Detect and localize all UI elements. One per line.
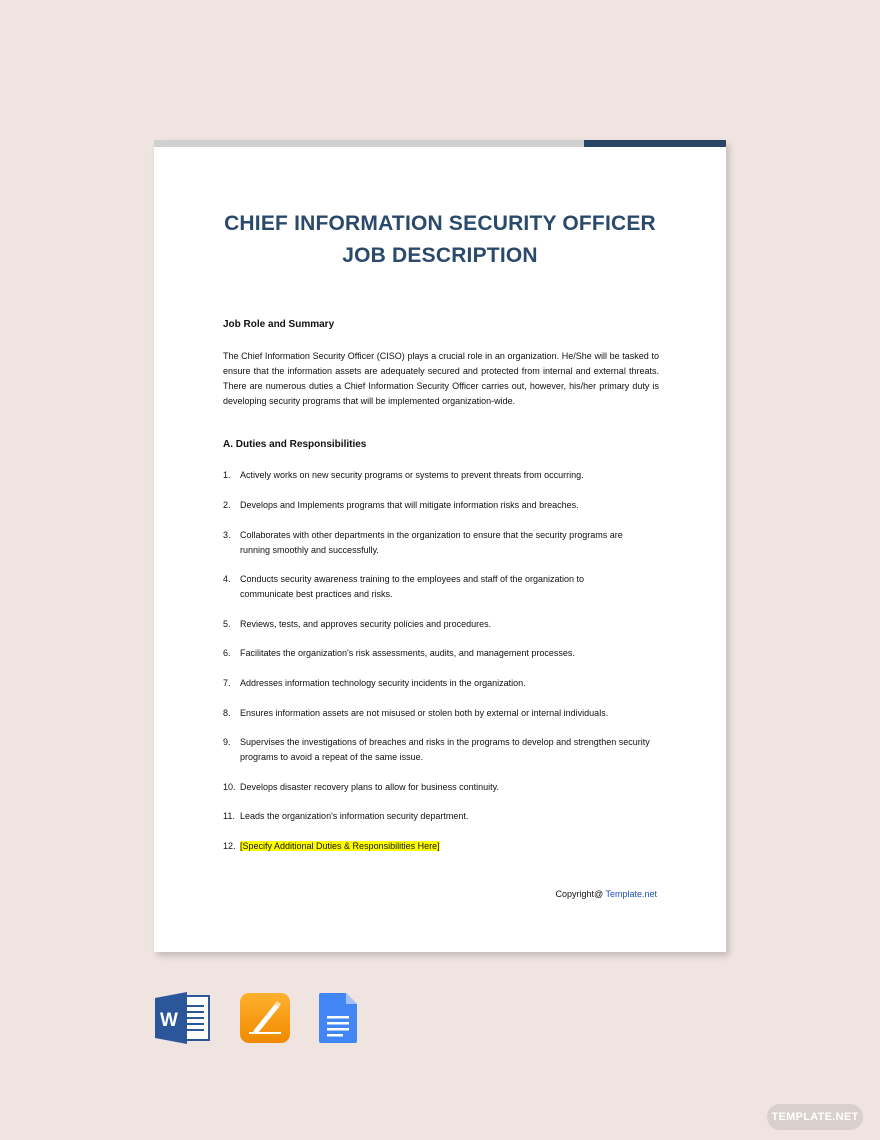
duty-text: Addresses information technology security incidents in the organization. [240, 678, 526, 688]
summary-paragraph: The Chief Information Security Officer (CISO) plays a crucial role in an organization. He/She will be tasked to ensure that the information assets are adequately secured and protected from internal and external threats. There are numerous duties a Chief Information Security Officer carries out, however, his/her primary duty is developing security programs that will be implemented organization-wide. [223, 351, 659, 406]
duty-text: Supervises the investigations of breaches and risks in the programs to develop and strengthen security programs to avoid a repeat of the same issue. [240, 737, 650, 762]
document-page [154, 140, 726, 952]
duty-number: 11. [223, 811, 235, 821]
duty-item [223, 468, 663, 483]
duty-item [223, 839, 663, 854]
top-accent-bar [154, 140, 726, 147]
duty-text: Actively works on new security programs or systems to prevent threats from occurring. [240, 470, 584, 480]
duty-text: Leads the organization's information security department. [240, 811, 469, 821]
placeholder-highlight: [Specify Additional Duties & Responsibilities Here] [240, 841, 440, 851]
duty-text: Ensures information assets are not misused or stolen both by external or internal individuals. [240, 708, 609, 718]
duty-item [223, 617, 663, 632]
duty-number: 4. [223, 574, 231, 584]
duty-item [223, 676, 663, 691]
duty-number: 12. [223, 841, 236, 851]
duty-text: Facilitates the organization's risk assessments, audits, and management processes. [240, 648, 575, 658]
duty-number: 8. [223, 708, 231, 718]
copyright-link[interactable]: Template.net [605, 889, 657, 899]
duty-number: 9. [223, 737, 231, 747]
accent-bar-gray [154, 140, 584, 147]
summary-heading: Job Role and Summary [223, 319, 335, 330]
duty-text: Develops and Implements programs that will mitigate information risks and breaches. [240, 500, 579, 510]
word-icon[interactable] [155, 992, 211, 1044]
copyright-notice [555, 889, 657, 899]
duty-item [223, 498, 663, 513]
google-docs-icon[interactable] [317, 992, 359, 1044]
copyright-prefix: Copyright@ [555, 889, 606, 899]
duty-text [240, 839, 663, 854]
duty-item [223, 706, 663, 721]
document-title [154, 208, 726, 272]
duty-number: 1. [223, 470, 231, 480]
duty-item [223, 528, 663, 558]
word-letter: W [160, 1010, 178, 1031]
duty-item [223, 646, 663, 661]
duty-number: 5. [223, 619, 231, 629]
duty-text: Develops disaster recovery plans to allow for business continuity. [240, 782, 499, 792]
duty-text: Collaborates with other departments in the organization to ensure that the security programs are running smoothly and successfully. [240, 530, 623, 555]
accent-bar-navy [584, 140, 726, 147]
duty-number: 6. [223, 648, 231, 658]
duty-item [223, 809, 663, 824]
pages-icon[interactable] [239, 992, 291, 1044]
duty-item [223, 572, 663, 602]
duty-item [223, 735, 663, 765]
title-line-1: CHIEF INFORMATION SECURITY OFFICER [224, 212, 656, 235]
duty-item [223, 780, 663, 795]
duty-text: Conducts security awareness training to the employees and staff of the organization to communicate best practices and risks. [240, 574, 585, 599]
duty-text: Reviews, tests, and approves security policies and procedures. [240, 619, 492, 629]
duty-number: 2. [223, 500, 231, 510]
watermark-badge: TEMPLATE.NET [767, 1104, 863, 1130]
duty-number: 3. [223, 530, 231, 540]
title-line-2: JOB DESCRIPTION [342, 244, 538, 267]
duty-number: 10. [223, 782, 236, 792]
duties-heading: A. Duties and Responsibilities [223, 439, 367, 450]
duty-number: 7. [223, 678, 231, 688]
